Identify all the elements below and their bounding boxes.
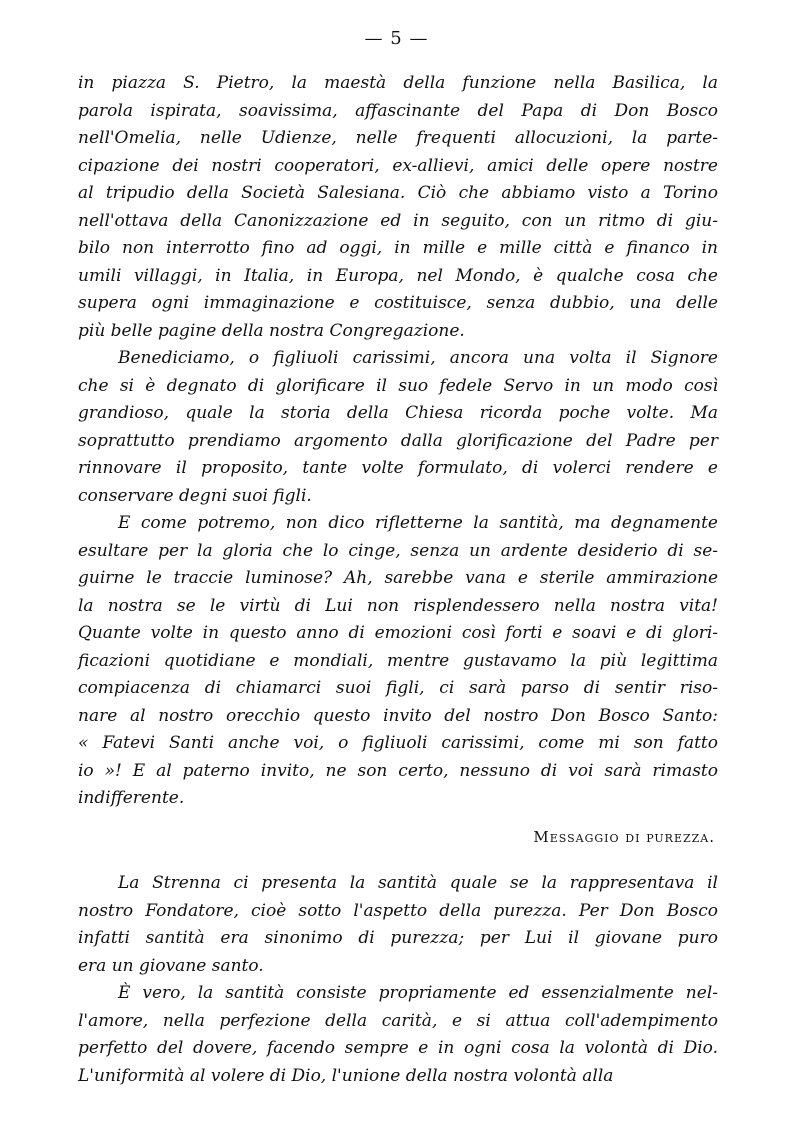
text-line: nostro Fondatore, cioè sotto l'aspetto della purezza. Per Don Bosco — [78, 900, 718, 921]
paragraph — [78, 510, 718, 813]
text-line: nell'ottava della Canonizzazione ed in seguito, con un ritmo di giu- — [78, 210, 718, 231]
text-line: indifferente. — [78, 788, 185, 808]
section-heading: Messaggio di purezza. — [533, 828, 715, 846]
text-line: umili villaggi, in Italia, in Europa, nel Mondo, è qualche cosa che — [78, 265, 718, 286]
text-line: « Fatevi Santi anche voi, o figliuoli carissimi, come mi son fatto — [78, 733, 718, 753]
text-line: rinnovare il proposito, tante volte formulato, di volerci rendere e — [78, 458, 718, 478]
text-line: la nostra se le virtù di Lui non risplendessero nella nostra vita! — [78, 595, 718, 616]
text-line: perfetto del dovere, facendo sempre e in ogni cosa la volontà di Dio. — [78, 1038, 718, 1058]
text-line: più belle pagine della nostra Congregazione. — [78, 320, 465, 341]
text-line: bilo non interrotto fino ad oggi, in mille e mille città e financo in — [78, 238, 718, 258]
text-line: compiacenza di chiamarci suoi figli, ci sarà parso di sentir riso- — [78, 678, 718, 698]
paragraph — [78, 980, 718, 1090]
text-line: guirne le traccie luminose? Ah, sarebbe vana e sterile ammirazione — [78, 568, 718, 588]
text-line: La Strenna ci presenta la santità quale se la rappresentava il — [118, 873, 718, 893]
body-text-bottom — [78, 870, 718, 1090]
text-line: nell'Omelia, nelle Udienze, nelle frequenti allocuzioni, la parte- — [78, 128, 718, 148]
text-line: io »! E al paterno invito, ne son certo, nessuno di voi sarà rimasto — [78, 760, 718, 781]
text-line: al tripudio della Società Salesiana. Ciò che abbiamo visto a Torino — [78, 183, 718, 203]
text-line: nare al nostro orecchio questo invito del nostro Don Bosco Santo: — [78, 705, 718, 726]
text-line: cipazione dei nostri cooperatori, ex-allievi, amici delle opere nostre — [78, 155, 718, 176]
text-line: L'uniformità al volere di Dio, l'unione della nostra volontà alla — [78, 1065, 614, 1086]
text-line: grandioso, quale la storia della Chiesa ricorda poche volte. Ma — [78, 403, 718, 423]
text-line: ficazioni quotidiane e mondiali, mentre gustavamo la più legittima — [78, 650, 718, 671]
text-line: Quante volte in questo anno di emozioni così forti e soavi e di glori- — [78, 623, 718, 643]
text-line: era un giovane santo. — [78, 955, 264, 976]
text-line: infatti santità era sinonimo di purezza; per Lui il giovane puro — [78, 928, 718, 948]
paragraph — [78, 345, 718, 510]
text-line: soprattutto prendiamo argomento dalla glorificazione del Padre per — [78, 430, 718, 451]
paragraph — [78, 70, 718, 345]
page-number: — 5 — — [364, 28, 429, 49]
text-line: conservare degni suoi figli. — [78, 485, 312, 506]
body-text-top — [78, 70, 718, 813]
paragraph — [78, 870, 718, 980]
text-line: che si è degnato di glorificare il suo fedele Servo in un modo così — [78, 375, 718, 396]
text-line: in piazza S. Pietro, la maestà della funzione nella Basilica, la — [78, 73, 718, 93]
text-line: l'amore, nella perfezione della carità, e si attua coll'adempimento — [78, 1010, 718, 1031]
text-line: E come potremo, non dico rifletterne la santità, ma degnamente — [118, 513, 718, 533]
text-line: È vero, la santità consiste propriamente ed essenzialmente nel- — [118, 983, 718, 1003]
text-line: esultare per la gloria che lo cinge, senza un ardente desiderio di se- — [78, 540, 718, 561]
text-line: parola ispirata, soavissima, affascinante del Papa di Don Bosco — [78, 100, 718, 121]
text-line: supera ogni immaginazione e costituisce, senza dubbio, una delle — [78, 293, 718, 313]
text-line: Benediciamo, o figliuoli carissimi, ancora una volta il Signore — [118, 348, 718, 368]
